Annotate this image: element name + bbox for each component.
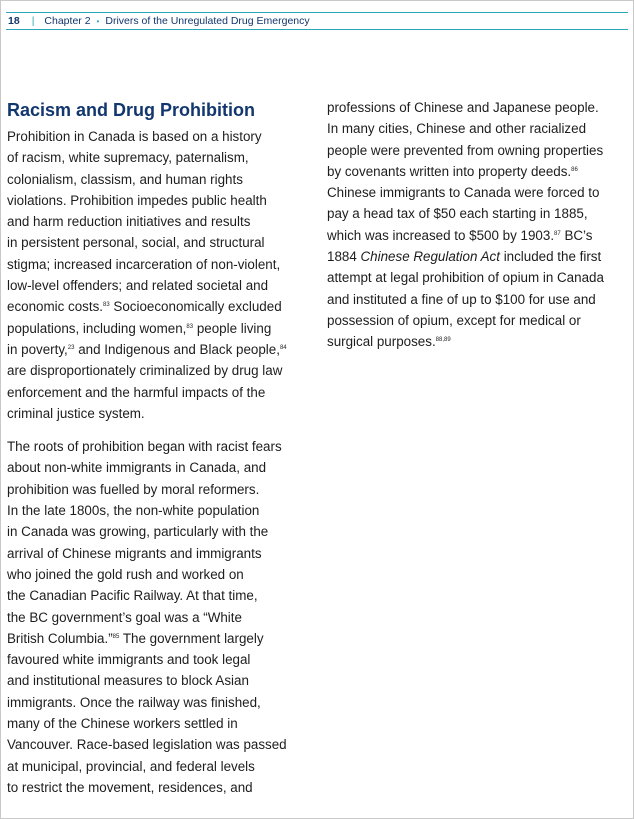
text-line: are disproportionately criminalized by drug law [7,363,283,379]
text-line: the BC government’s goal was a “White [7,609,242,625]
text-line: of racism, white supremacy, paternalism, [7,150,249,166]
left-column [7,98,307,810]
text-line: populations, including women,$^{83}$ people living [7,320,272,336]
text-line: by covenants written into property deeds.$^{86}$ [327,163,578,179]
act-title: Chinese Regulation Act [360,249,500,265]
header-separator: | [31,15,35,27]
text-line: colonialism, classism, and human rights [7,171,243,187]
paragraph [7,436,307,798]
running-header [0,6,634,32]
text-line: in Canada was growing, particularly with the [7,524,269,540]
text-line: surgical purposes.$^{88,89}$ [327,334,451,350]
text-line: the Canadian Pacific Railway. At that time, [7,588,258,604]
text-line: and institutional measures to block Asian [7,673,249,689]
text-line: people were prevented from owning properties [327,142,604,158]
footnote-ref[interactable]: 87 [554,230,561,237]
text-line: in poverty,$^{23}$ and Indigenous and Black people,$^{84}$ [7,341,287,357]
text-line: about non-white immigrants in Canada, and [7,460,267,476]
text-line: British Columbia.”$^{85}$ The government largely [7,630,264,646]
footnote-ref[interactable]: 84 [279,344,287,351]
chapter-label: Chapter 2 [44,15,91,27]
paragraph [327,97,627,353]
text-line: at municipal, provincial, and federal levels [7,758,255,774]
text-line: to restrict the movement, residences, and [7,779,253,795]
section-heading: Racism and Drug Prohibition [7,100,256,120]
text-line: Vancouver. Race-based legislation was passed [7,737,287,753]
page-number: 18 [8,15,20,27]
bullet-icon: • [96,16,100,26]
text-line: in persistent personal, social, and structural [7,235,265,251]
text-line: economic costs.$^{83}$ Socioeconomically excluded [7,299,282,315]
text-line: enforcement and the harmful impacts of the [7,384,266,400]
text-line: 1884 Chinese Regulation Act included the first [327,249,602,265]
text-line: professions of Chinese and Japanese people. [327,100,599,115]
text-line: immigrants. Once the railway was finished, [7,694,261,710]
header-rule-bottom [6,29,628,30]
text-line: low-level offenders; and related societal and [7,278,269,294]
footnote-ref[interactable]: 86 [571,166,578,173]
footnote-ref[interactable]: 88,89 [435,337,451,344]
text-line: stigma; increased incarceration of non-violent, [7,256,281,272]
text-line: which was increased to $500 by 1903.87 BC’s [327,227,593,243]
text-line: possession of opium, except for medical or [327,312,581,328]
text-line: violations. Prohibition impedes public health [7,192,267,208]
text-line: In many cities, Chinese and other racialized [327,121,587,137]
text-line: pay a head tax of $50 each starting in 1885, [327,206,588,222]
text-line: who joined the gold rush and worked on [7,566,244,582]
text-line: Prohibition in Canada is based on a history [7,129,262,144]
right-column [327,97,627,365]
paragraph [7,126,307,424]
footnote-ref[interactable]: 83 [186,323,194,330]
text-line: attempt at legal prohibition of opium in Canada [327,270,604,286]
text-line: Chinese immigrants to Canada were forced to [327,185,600,201]
text-line: favoured white immigrants and took legal [7,652,251,668]
header-line [8,13,310,29]
text-line: and harm reduction initiatives and results [7,214,251,230]
text-line: many of the Chinese workers settled in [7,716,238,732]
text-line: The roots of prohibition began with racist fears [7,439,282,455]
text-line: In the late 1800s, the non-white population [7,503,260,519]
footnote-ref[interactable]: 23 [67,344,75,351]
text-line: and instituted a fine of up to $100 for use and [327,291,596,307]
text-line: prohibition was fuelled by moral reformers. [7,481,260,497]
text-line: criminal justice system. [7,405,145,421]
chapter-title: Drivers of the Unregulated Drug Emergency [105,15,310,27]
text-line: arrival of Chinese migrants and immigrants [7,545,262,561]
footnote-ref[interactable]: 85 [112,633,120,640]
footnote-ref[interactable]: 83 [103,302,110,309]
